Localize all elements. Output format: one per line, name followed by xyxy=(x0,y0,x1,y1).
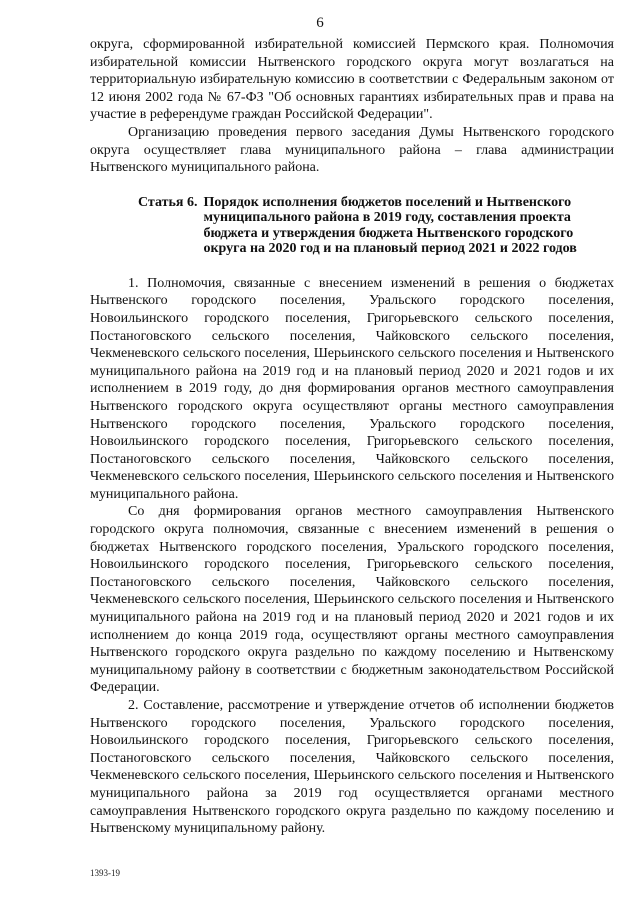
article-heading xyxy=(138,195,614,257)
page-number: 6 xyxy=(316,15,324,31)
article-number: Статья 6. xyxy=(138,194,198,210)
article-paragraph-2: 2. Составление, рассмотрение и утверждение отчетов об исполнении бюджетов Нытвенского городского поселения, Уральского городского поселения, Новоильинского городского поселения, Григорьевского сельского поселения, Постаноговского сельского поселения, Чайковского сельского поселения, Чекменевского сельского поселения, Шерьинского сельского поселения и Нытвенского муниципального района за 2019 год осуществляется органами местного самоуправления Нытвенского городского округа раздельно по каждому поселению и Нытвенскому муниципальному району. xyxy=(90,698,614,837)
article-paragraph-1: 1. Полномочия, связанные с внесением изменений в решения о бюджетах Нытвенского городского поселения, Уральского городского поселения, Новоильинского городского поселения, Григорьевского сельского поселения, Постаноговского сельского поселения, Чайковского сельского поселения, Чекменевского сельского поселения, Шерьинского сельского поселения и Нытвенского муниципального района на 2019 год и на плановый период 2020 и 2021 годов и их исполнением в 2019 году, до дня формирования органов местного самоуправления Нытвенского городского округа осуществляют органы местного самоуправления Нытвенского городского поселения, Уральского городского поселения, Новоильинского городского поселения, Григорьевского сельского поселения, Постаноговского сельского поселения, Чайковского сельского поселения, Чекменевского сельского поселения, Шерьинского сельского поселения и Нытвенского муниципального района. xyxy=(90,275,614,502)
intro-paragraph-continuation: округа, сформированной избирательной комиссией Пермского края. Полномочия избирательной комиссии Нытвенского городского округа могут возлагаться на территориальную избирательную комиссию в соответствии с Федеральным законом от 12 июня 2002 года № 67-ФЗ "Об основных гарантиях избирательных прав и права на участие в референдуме граждан Российской Федерации". xyxy=(90,37,614,123)
intro-paragraph-first-session: Организацию проведения первого заседания Думы Нытвенского городского округа осуществляет глава муниципального района – глава администрации Нытвенского муниципального района. xyxy=(90,124,614,176)
document-code: 1393-19 xyxy=(90,868,120,878)
article-title: Порядок исполнения бюджетов поселений и Нытвенского муниципального района в 2019 году, составления проекта бюджета и утверждения бюджета Нытвенского городского округа на 2020 год и на плановый период 2021 и 2022 годов xyxy=(203,194,577,257)
document-body xyxy=(90,36,614,838)
article-paragraph-1-continued: Со дня формирования органов местного самоуправления Нытвенского городского округа полномочия, связанные с внесением изменений в решения о бюджетах Нытвенского городского поселения, Уральского городского поселения, Новоильинского городского поселения, Григорьевского сельского поселения, Постаноговского сельского поселения, Чайковского сельского поселения, Чекменевского сельского поселения, Шерьинского сельского поселения и Нытвенского муниципального района на 2019 год и на плановый период 2020 и 2021 годов и их исполнением до конца 2019 года, осуществляют органы местного самоуправления Нытвенского городского округа раздельно по каждому поселению и Нытвенскому муниципальному району в соответствии с бюджетным законодательством Российской Федерации. xyxy=(90,504,614,696)
